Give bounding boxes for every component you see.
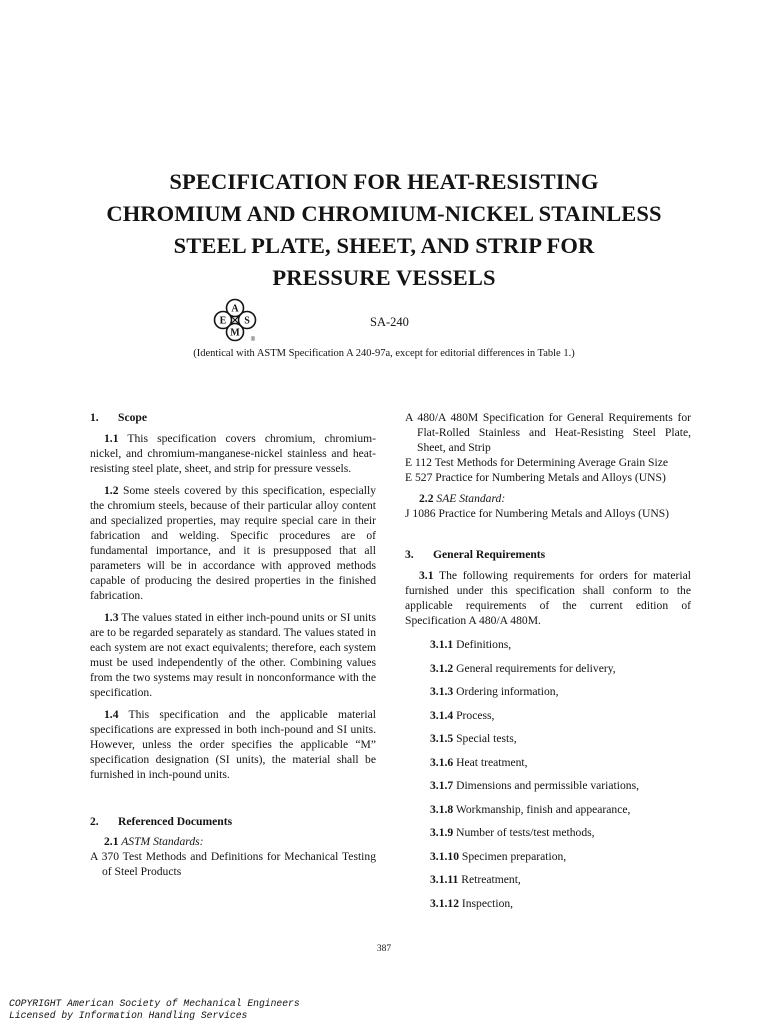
reference-item: A 480/A 480M Specification for General Requirements for Flat-Rolled Stainless and Heat-Resisting Steel Plate, Sheet, and Strip	[405, 411, 691, 454]
list-item: 3.1.2 General requirements for delivery,	[430, 661, 616, 675]
paragraph-1-1: 1.1 This specification covers chromium, chromium-nickel, and chromium-manganese-nickel stainless and heat-resisting steel plate, sheet, and strip for pressure vessels.	[90, 432, 376, 475]
spec-code: SA-240	[370, 315, 409, 329]
page-number: 387	[376, 944, 392, 954]
left-column	[90, 410, 376, 879]
reference-item: J 1086 Practice for Numbering Metals and Alloys (UNS)	[405, 507, 670, 520]
list-item: 3.1.8 Workmanship, finish and appearance,	[430, 802, 631, 816]
paragraph-1-3: 1.3 The values stated in either inch-pound units or SI units are to be regarded separately as standard. The values stated in each system are not exact equivalents; therefore, each system must be used independently of the other. Combining values from the two systems may result in nonconformance with the specification.	[90, 611, 376, 699]
paragraph-3-1: 3.1 The following requirements for orders for material furnished under this specification shall conform to the applicable requirements of the current edition of Specification A 480/A 480M.	[405, 569, 691, 627]
copyright-footer	[9, 998, 300, 1022]
asme-emblem-icon	[212, 297, 258, 343]
list-item: 3.1.12 Inspection,	[430, 896, 514, 910]
list-item: 3.1.10 Specimen preparation,	[430, 849, 567, 863]
reference-item: A 370 Test Methods and Definitions for Mechanical Testing of Steel Products	[90, 850, 376, 878]
right-column	[405, 410, 691, 911]
document-title	[60, 166, 708, 294]
title-line: SPECIFICATION FOR HEAT-RESISTING	[169, 169, 599, 194]
emblem-letter: S	[244, 315, 250, 327]
paragraph-1-4: 1.4 This specification and the applicable material specifications are expressed in both inch-pound and SI units. However, unless the order specifies the applicable “M” specification designation (SI units), the material shall be furnished in inch-pound units.	[90, 708, 376, 781]
title-line: STEEL PLATE, SHEET, AND STRIP FOR	[173, 233, 595, 258]
list-item: 3.1.1 Definitions,	[430, 638, 512, 651]
subsection-2-2: 2.2 SAE Standard:	[419, 492, 506, 505]
list-item: 3.1.7 Dimensions and permissible variations,	[430, 779, 639, 792]
paragraph-1-2: 1.2 Some steels covered by this specification, especially the chromium steels, because of their particular alloy content and specialized properties, may require special care in their fabrication and welding. Specific procedures are of fundamental importance, and it is presupposed that all parameters will be in accordance with approved methods capable of producing the desired properties in the finished fabrication.	[90, 484, 376, 602]
section-heading-referenced-documents: 2. Referenced Documents	[90, 815, 233, 828]
list-item: 3.1.6 Heat treatment,	[430, 755, 528, 769]
emblem-letter: E	[219, 315, 227, 327]
list-item: 3.1.5 Special tests,	[430, 732, 517, 745]
title-line: PRESSURE VESSELS	[272, 265, 496, 290]
emblem-letter: A	[231, 303, 239, 315]
subsection-2-1: 2.1 ASTM Standards:	[104, 835, 204, 848]
license-line: Licensed by Information Handling Services	[9, 1010, 248, 1021]
title-line: CHROMIUM AND CHROMIUM-NICKEL STAINLESS	[106, 201, 662, 226]
list-item: 3.1.9 Number of tests/test methods,	[430, 826, 595, 839]
list-item: 3.1.11 Retreatment,	[430, 873, 521, 886]
registered-mark: ®	[250, 337, 256, 343]
section-heading-general-requirements: 3. General Requirements	[405, 548, 546, 561]
list-item: 3.1.4 Process,	[430, 708, 495, 722]
emblem-letter: M	[230, 327, 240, 339]
section-heading-scope: 1. Scope	[90, 411, 147, 424]
copyright-line: COPYRIGHT American Society of Mechanical Engineers	[9, 998, 300, 1009]
reference-item: E 112 Test Methods for Determining Average Grain Size	[405, 456, 668, 469]
reference-item: E 527 Practice for Numbering Metals and Alloys (UNS)	[405, 471, 666, 484]
identity-note: (Identical with ASTM Specification A 240-97a, except for editorial differences in Table 1.)	[193, 348, 575, 359]
list-item: 3.1.3 Ordering information,	[430, 685, 559, 698]
